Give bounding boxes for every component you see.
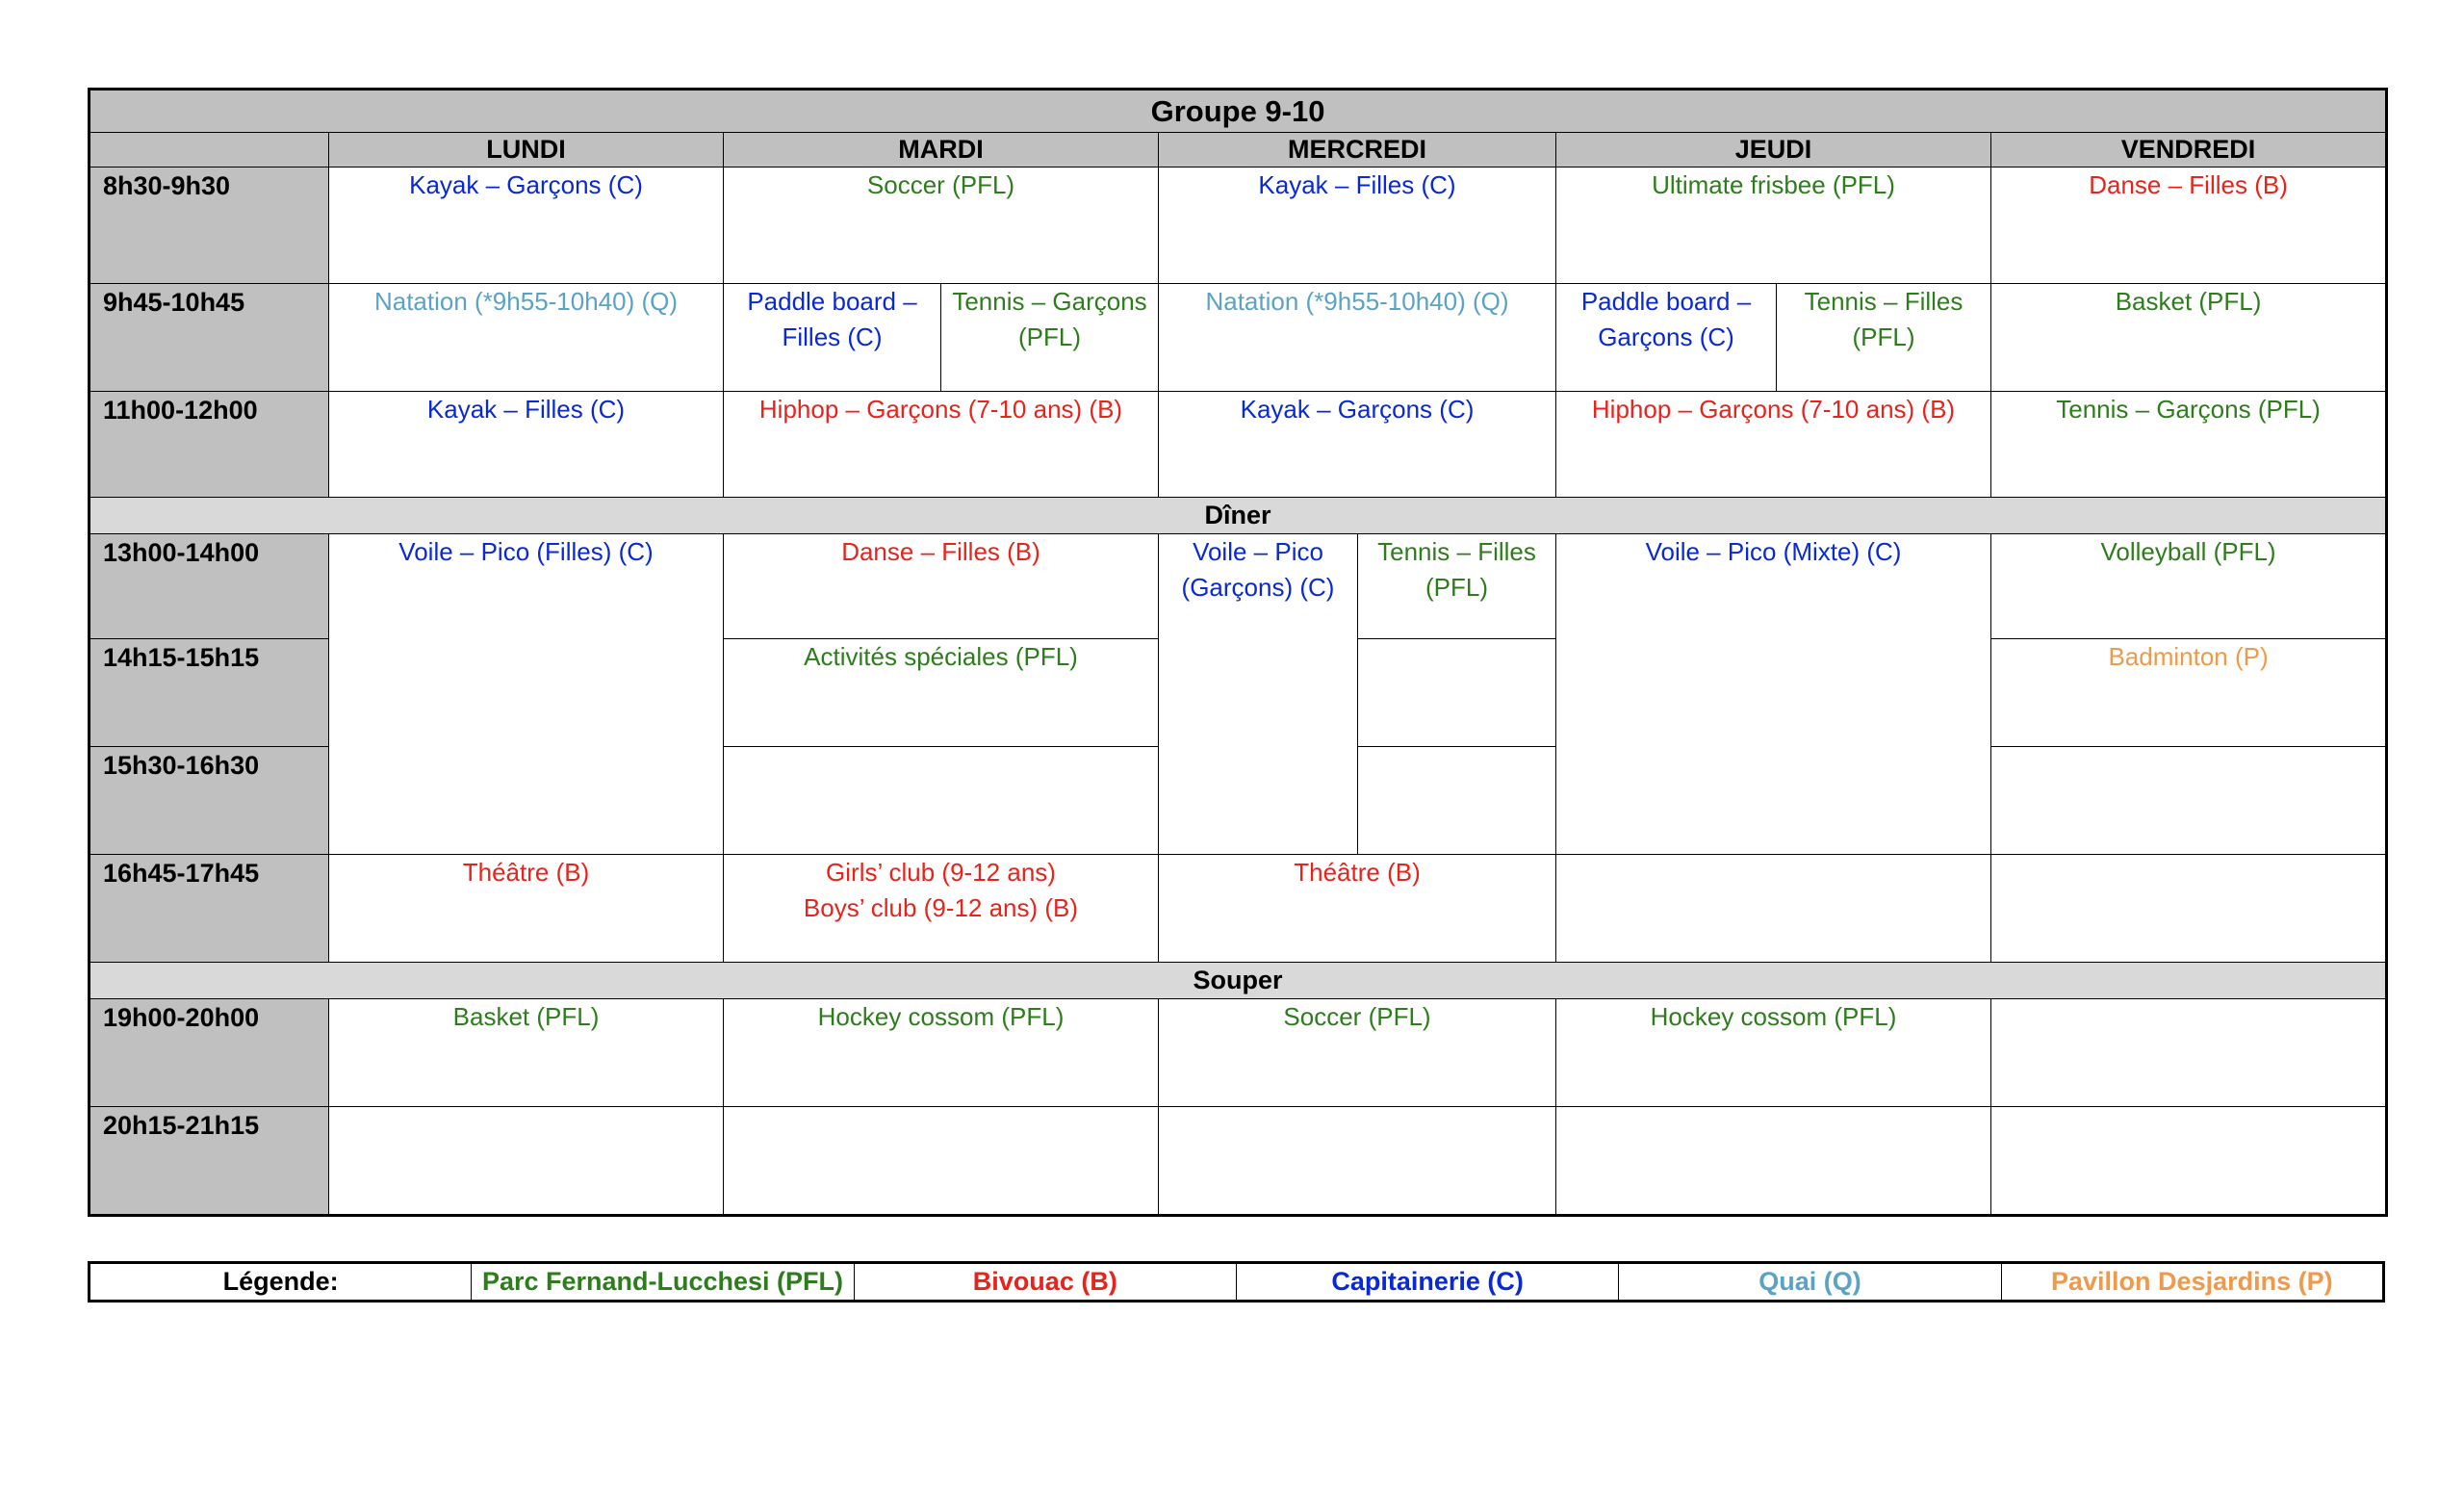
activity-cell: Voile – Pico (Filles) (C) [329,534,724,855]
time-slot: 8h30-9h30 [90,168,329,284]
activity-cell [724,284,941,392]
activity-text: Boys’ club (9-12 ans) (B) [803,893,1079,922]
day-header-lundi: LUNDI [329,133,724,168]
empty-cell [724,1107,1159,1216]
activity-cell: Danse – Filles (B) [1991,168,2387,284]
time-slot: 15h30-16h30 [90,747,329,855]
meal-separator-diner: Dîner [90,498,2387,534]
empty-cell [724,747,1159,855]
corner-cell [90,133,329,168]
activity-cell: Kayak – Garçons (C) [1159,392,1556,498]
schedule-title: Groupe 9-10 [90,90,2387,133]
empty-cell [1556,855,1991,963]
activity-cell [1358,534,1556,639]
legend-item-pavillon: Pavillon Desjardins (P) [2001,1263,2383,1302]
activity-cell [1556,284,1777,392]
activity-cell: Voile – Pico (Mixte) (C) [1556,534,1991,855]
empty-cell [1358,747,1556,855]
activity-cell: Kayak – Filles (C) [1159,168,1556,284]
activity-text: Voile – Pico (Garçons) (C) [1181,537,1335,602]
activity-cell: Kayak – Garçons (C) [329,168,724,284]
activity-cell: Natation (*9h55-10h40) (Q) [329,284,724,392]
activity-cell: Kayak – Filles (C) [329,392,724,498]
empty-cell [1556,1107,1991,1216]
empty-cell [1991,999,2387,1107]
time-slot: 14h15-15h15 [90,639,329,747]
empty-cell [1159,1107,1556,1216]
time-slot: 16h45-17h45 [90,855,329,963]
empty-cell [1358,639,1556,747]
activity-cell: Basket (PFL) [1991,284,2387,392]
activity-cell [1777,284,1991,392]
activity-cell: Basket (PFL) [329,999,724,1107]
activity-cell [941,284,1159,392]
activity-text: Paddle board – Garçons (C) [1580,287,1752,351]
activity-cell: Danse – Filles (B) [724,534,1159,639]
empty-cell [1991,855,2387,963]
meal-separator-souper: Souper [90,963,2387,999]
activity-cell: Théâtre (B) [329,855,724,963]
activity-cell: Soccer (PFL) [724,168,1159,284]
time-slot: 11h00-12h00 [90,392,329,498]
day-header-mardi: MARDI [724,133,1159,168]
activity-cell: Badminton (P) [1991,639,2387,747]
activity-text: Tennis – Garçons (PFL) [952,287,1147,351]
empty-cell [1991,747,2387,855]
activity-cell [724,855,1159,963]
day-header-mercredi: MERCREDI [1159,133,1556,168]
activity-text: Tennis – Filles (PFL) [1377,537,1536,602]
legend-item-bivouac: Bivouac (B) [854,1263,1236,1302]
day-header-jeudi: JEUDI [1556,133,1991,168]
schedule-table [88,88,2388,1217]
activity-cell: Hockey cossom (PFL) [724,999,1159,1107]
legend-item-pfl: Parc Fernand-Lucchesi (PFL) [472,1263,854,1302]
activity-cell: Activités spéciales (PFL) [724,639,1159,747]
legend-label: Légende: [90,1263,472,1302]
empty-cell [1991,1107,2387,1216]
activity-cell: Théâtre (B) [1159,855,1556,963]
empty-cell [329,1107,724,1216]
legend-item-capitainerie: Capitainerie (C) [1236,1263,1618,1302]
activity-cell: Volleyball (PFL) [1991,534,2387,639]
activity-text: Girls’ club (9-12 ans) [826,858,1056,887]
activity-cell: Hockey cossom (PFL) [1556,999,1991,1107]
time-slot: 20h15-21h15 [90,1107,329,1216]
time-slot: 9h45-10h45 [90,284,329,392]
activity-cell: Soccer (PFL) [1159,999,1556,1107]
activity-cell: Hiphop – Garçons (7-10 ans) (B) [1556,392,1991,498]
activity-text: Paddle board – Filles (C) [747,287,917,351]
legend-table [88,1261,2385,1303]
activity-cell: Natation (*9h55-10h40) (Q) [1159,284,1556,392]
activity-cell [1159,534,1358,855]
activity-cell: Ultimate frisbee (PFL) [1556,168,1991,284]
time-slot: 13h00-14h00 [90,534,329,639]
activity-text: Tennis – Filles (PFL) [1804,287,1964,351]
activity-cell: Tennis – Garçons (PFL) [1991,392,2387,498]
day-header-vendredi: VENDREDI [1991,133,2387,168]
activity-cell: Hiphop – Garçons (7-10 ans) (B) [724,392,1159,498]
legend-item-quai: Quai (Q) [1619,1263,2001,1302]
time-slot: 19h00-20h00 [90,999,329,1107]
